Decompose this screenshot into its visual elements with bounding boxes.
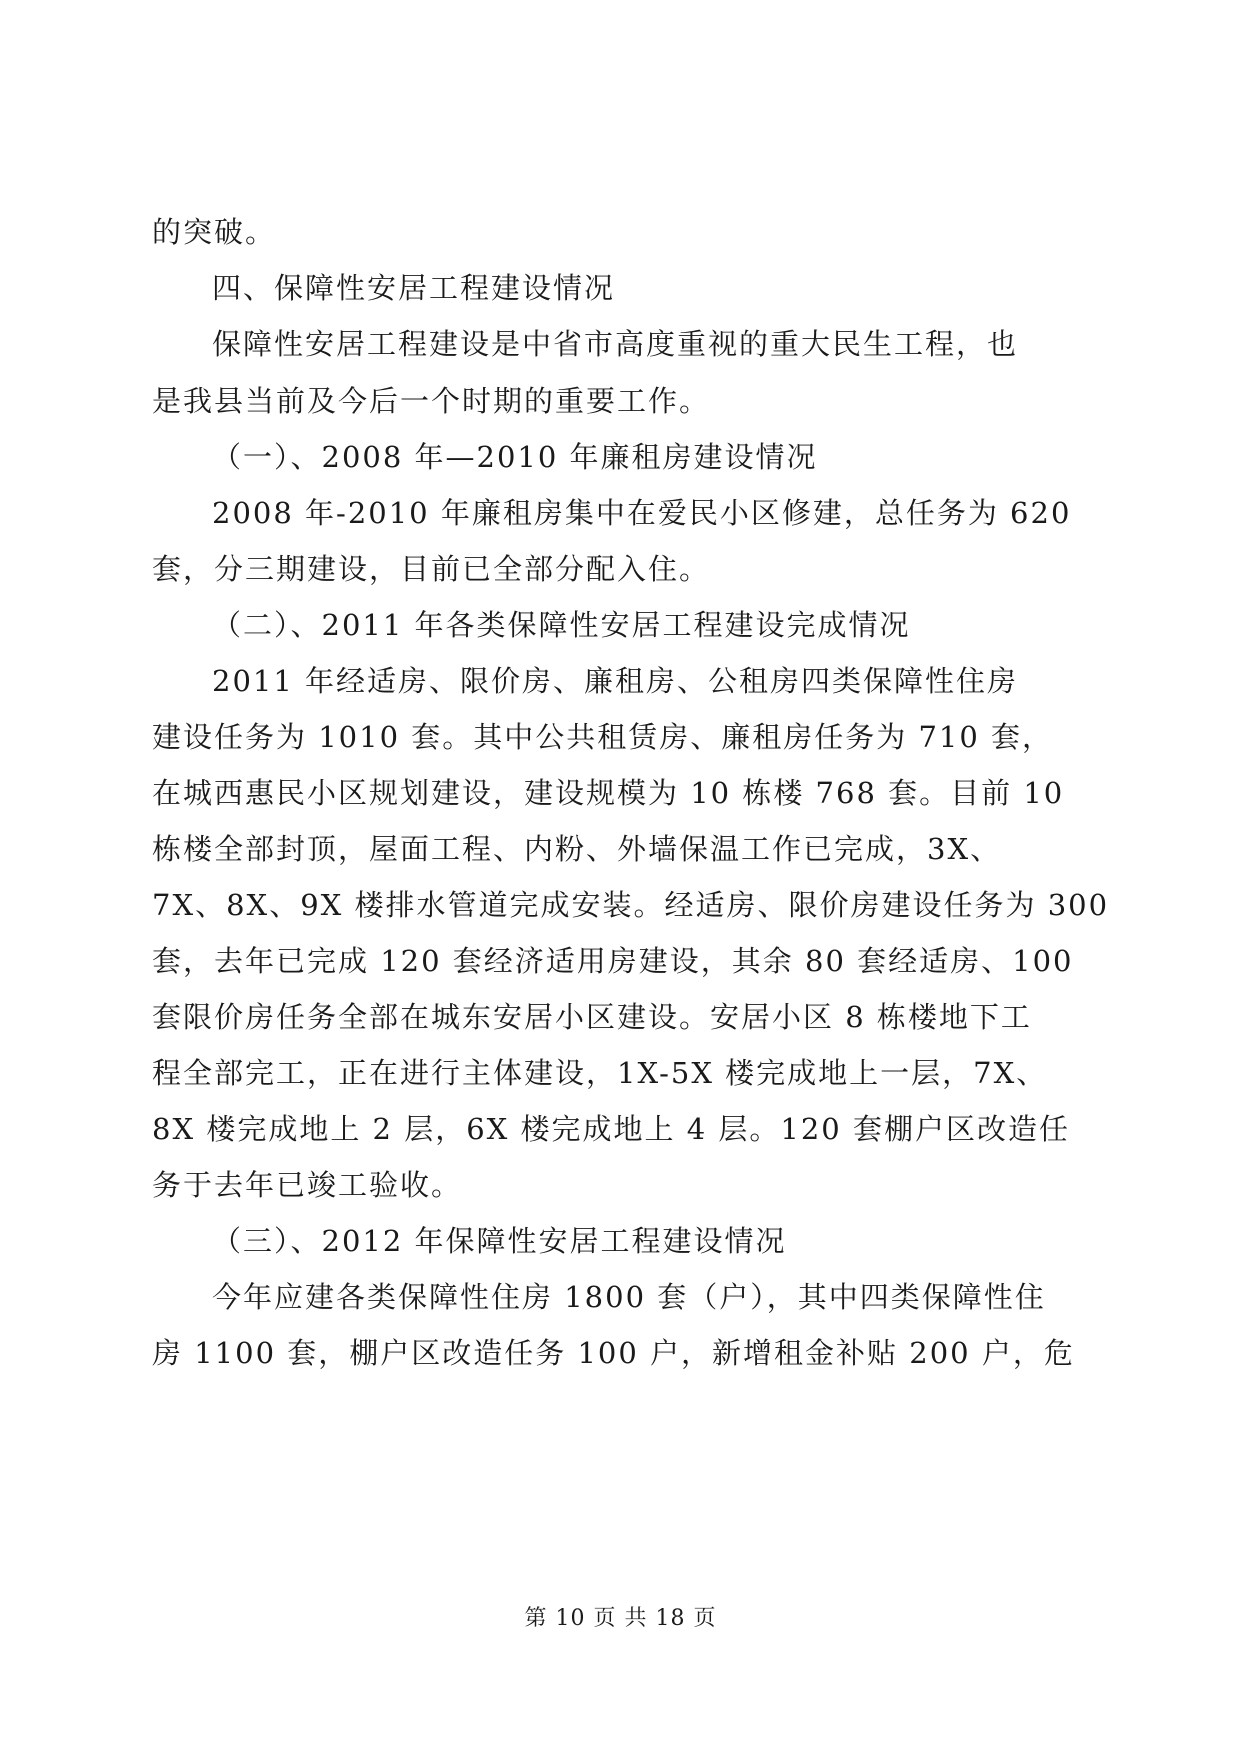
text-line: 的突破。 [152, 215, 277, 249]
subsection-heading: （二）、2011 年各类保障性安居工程建设完成情况 [212, 608, 911, 642]
text-line: 套，分三期建设，目前已全部分配入住。 [152, 552, 711, 586]
text-line: 2008 年-2010 年廉租房集中在爱民小区修建，总任务为 620 [212, 496, 1072, 530]
text-line: 栋楼全部封顶，屋面工程、内粉、外墙保温工作已完成，3X、 [152, 832, 1002, 866]
section-heading: 四、保障性安居工程建设情况 [212, 271, 616, 305]
text-line: 房 1100 套，棚户区改造任务 100 户，新增租金补贴 200 户，危 [152, 1336, 1075, 1370]
text-line: 是我县当前及今后一个时期的重要工作。 [152, 384, 711, 418]
text-line: 今年应建各类保障性住房 1800 套（户），其中四类保障性住 [212, 1280, 1046, 1314]
text-line: 在城西惠民小区规划建设，建设规模为 10 栋楼 768 套。目前 10 [152, 776, 1065, 810]
text-line: 套，去年已完成 120 套经济适用房建设，其余 80 套经适房、100 [152, 944, 1074, 978]
text-line: 建设任务为 1010 套。其中公共租赁房、廉租房任务为 710 套， [152, 720, 1054, 754]
text-line: 程全部完工，正在进行主体建设，1X-5X 楼完成地上一层，7X、 [152, 1056, 1048, 1090]
subsection-heading: （一）、2008 年—2010 年廉租房建设情况 [212, 440, 818, 474]
subsection-heading: （三）、2012 年保障性安居工程建设情况 [212, 1224, 787, 1258]
text-line: 2011 年经适房、限价房、廉租房、公租房四类保障性住房 [212, 664, 1019, 698]
text-line: 7X、8X、9X 楼排水管道完成安装。经适房、限价房建设任务为 300 [152, 888, 1110, 922]
text-line: 务于去年已竣工验收。 [152, 1168, 463, 1202]
text-line: 8X 楼完成地上 2 层，6X 楼完成地上 4 层。120 套棚户区改造任 [152, 1112, 1070, 1146]
text-line: 套限价房任务全部在城东安居小区建设。安居小区 8 栋楼地下工 [152, 1000, 1032, 1034]
page-number-footer: 第 10 页 共 18 页 [524, 1606, 717, 1631]
text-line: 保障性安居工程建设是中省市高度重视的重大民生工程，也 [212, 327, 1019, 361]
